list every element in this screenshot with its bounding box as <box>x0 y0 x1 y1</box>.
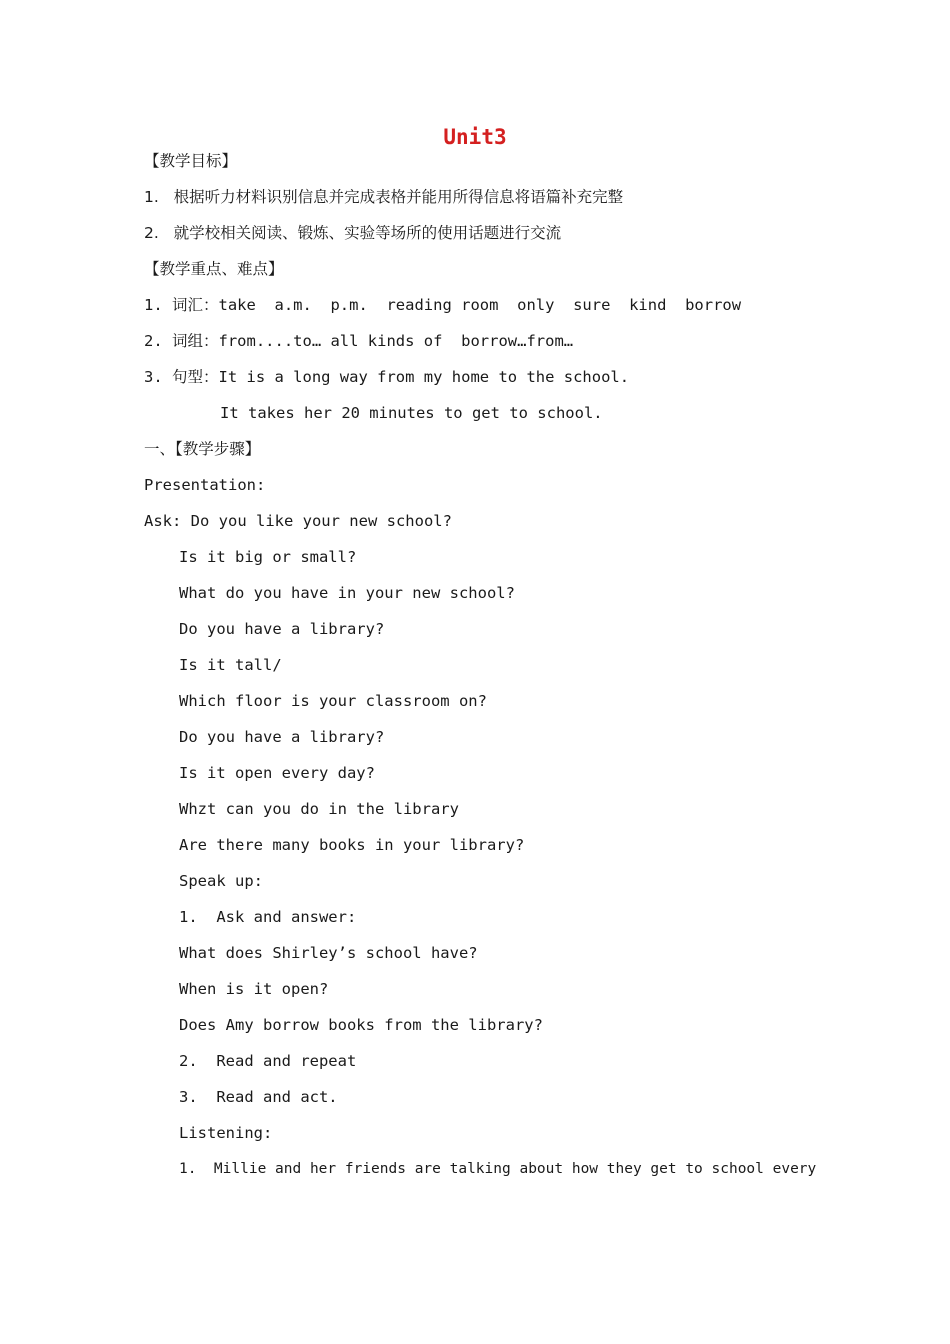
key-point-sentence-1: 3. 句型：It is a long way from my home to the school. <box>144 368 630 386</box>
speak-up-item-1: 1. Ask and answer: <box>179 908 357 926</box>
objective-item-2: 2. 就学校相关阅读、锻炼、实验等场所的使用话题进行交流 <box>144 224 562 242</box>
key-point-vocabulary: 1. 词汇：take a.m. p.m. reading room only sure kind borrow <box>144 296 742 314</box>
question-line: Do you have a library? <box>179 620 385 638</box>
presentation-label: Presentation: <box>144 476 266 494</box>
objectives-heading: 【教学目标】 <box>144 152 238 170</box>
speak-up-label: Speak up: <box>179 872 263 890</box>
objective-item-1: 1. 根据听力材料识别信息并完成表格并能用所得信息将语篇补充完整 <box>144 188 624 206</box>
listening-label: Listening: <box>179 1124 273 1142</box>
question-line: Is it open every day? <box>179 764 375 782</box>
question-line: Are there many books in your library? <box>179 836 525 854</box>
question-line: What does Shirley’s school have? <box>179 944 478 962</box>
steps-heading: 一、【教学步骤】 <box>144 440 261 458</box>
question-line: Whzt can you do in the library <box>179 800 459 818</box>
question-line: Is it tall/ <box>179 656 282 674</box>
ask-line: Ask: Do you like your new school? <box>144 512 452 530</box>
question-line: Is it big or small? <box>179 548 357 566</box>
question-line: Does Amy borrow books from the library? <box>179 1016 543 1034</box>
question-line: When is it open? <box>179 980 329 998</box>
listening-item-1: 1. Millie and her friends are talking about how they get to school every <box>179 1161 817 1177</box>
speak-up-item-2: 2. Read and repeat <box>179 1052 357 1070</box>
document-title: Unit3 <box>443 125 507 149</box>
key-points-heading: 【教学重点、难点】 <box>144 260 284 278</box>
question-line: Which floor is your classroom on? <box>179 692 487 710</box>
question-line: Do you have a library? <box>179 728 385 746</box>
key-point-sentence-2: It takes her 20 minutes to get to school. <box>220 404 603 422</box>
speak-up-item-3: 3. Read and act. <box>179 1088 338 1106</box>
key-point-phrases: 2. 词组：from....to… all kinds of borrow…from… <box>144 332 574 350</box>
question-line: What do you have in your new school? <box>179 584 515 602</box>
